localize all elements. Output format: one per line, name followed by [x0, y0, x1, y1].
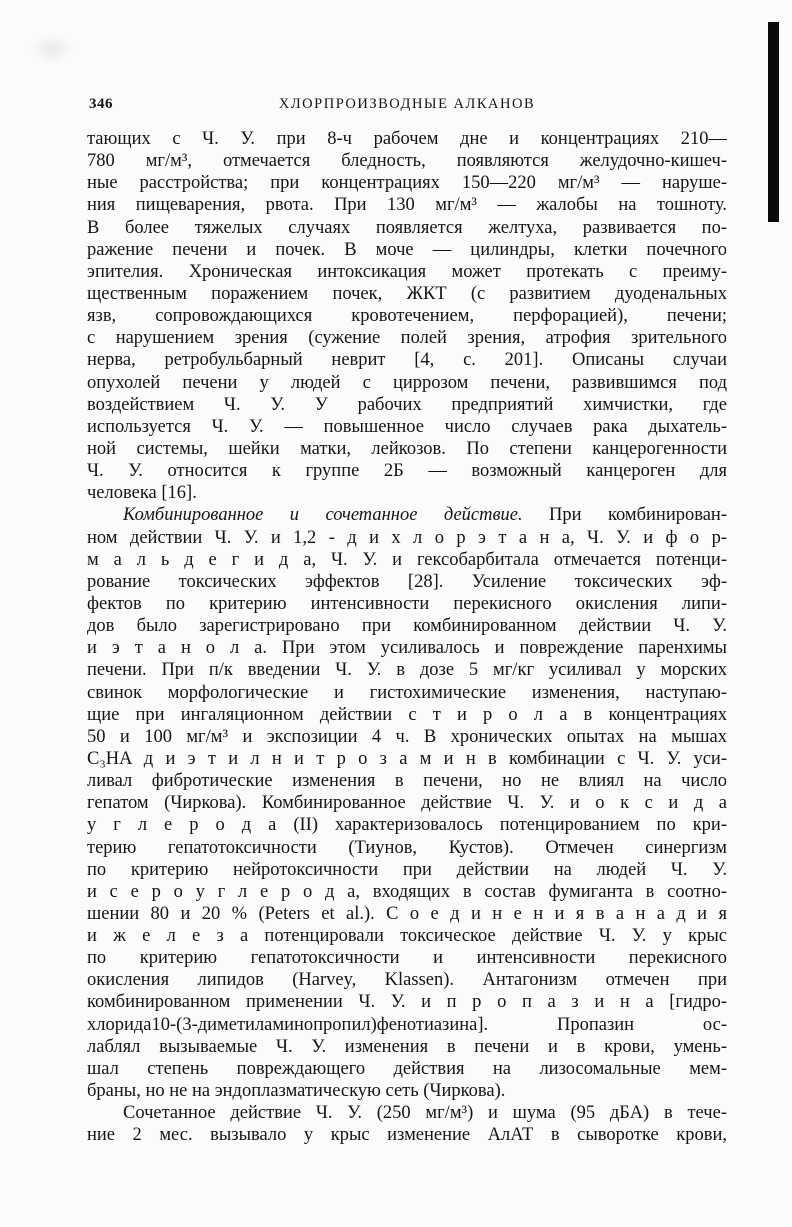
line-text: фектов по критерию интенсивности перекисного окисления липи-	[87, 593, 727, 614]
text-line	[87, 925, 727, 947]
line-text: нерва, ретробульбарный неврит [4, с. 201]. Описаны случаи	[87, 350, 727, 371]
text-line	[87, 438, 727, 460]
text-line	[87, 217, 727, 239]
text-line	[87, 239, 727, 261]
text-line	[87, 194, 727, 216]
text-line	[87, 969, 727, 991]
line-text: человека [16].	[87, 483, 197, 504]
line-text: рование токсических эффектов [28]. Усиление токсических эф-	[87, 571, 727, 592]
text-line	[87, 128, 727, 150]
text-line	[87, 659, 727, 681]
page-edge-bar	[768, 22, 779, 222]
text-line	[87, 349, 727, 371]
text-line	[87, 150, 727, 172]
line-text: C₃HA д и э т и л н и т р о з а м и н в комбинации с Ч. У. уси-	[87, 748, 727, 769]
line-text: ной системы, шейки матки, лейкозов. По степени канцерогенности	[87, 438, 727, 459]
line-text: Ч. У. относится к группе 2Б — возможный канцероген для	[87, 461, 727, 482]
line-text: воздействием Ч. У. У рабочих предприятий химчистки, где	[87, 394, 727, 415]
page-number: 346	[89, 96, 113, 112]
body-text	[87, 128, 727, 1146]
text-line	[87, 327, 727, 349]
text-line	[87, 172, 727, 194]
line-text: терию гепатотоксичности (Тиунов, Кустов). Отмечен синергизм	[87, 837, 727, 858]
text-line	[87, 947, 727, 969]
text-line	[87, 372, 727, 394]
line-text: В более тяжелых случаях появляется желтуха, развивается по-	[87, 217, 727, 238]
line-text: Сочетанное действие Ч. У. (250 мг/м³) и шума (95 дБА) в тече-	[123, 1103, 727, 1124]
text-line	[87, 991, 727, 1013]
text-line	[87, 593, 727, 615]
line-text: м а л ь д е г и д а, Ч. У. и гексобарбитала отмечается потенци-	[87, 549, 727, 570]
line-text: по критерию нейротоксичности при действии на людей Ч. У.	[87, 859, 727, 880]
line-text: опухолей печени у людей с циррозом печени, развившимся под	[87, 372, 727, 393]
line-text: и э т а н о л а. При этом усиливалось и повреждение паренхимы	[87, 638, 727, 659]
text-line	[87, 682, 727, 704]
line-text: ния пищеварения, рвота. При 130 мг/м³ — жалобы на тошноту.	[87, 195, 727, 216]
text-line	[87, 460, 727, 482]
text-line	[87, 305, 727, 327]
line-text: гепатом (Чиркова). Комбинированное действие Ч. У. и о к с и д а	[87, 793, 727, 814]
running-head	[87, 92, 727, 116]
text-line	[87, 859, 727, 881]
line-text: и ж е л е з а потенцировали токсическое действие Ч. У. у крыс	[87, 926, 727, 947]
line-text: хлорида10-(3-диметиламинопропил)фенотиазина]. Пропазин ос-	[87, 1014, 727, 1035]
section-heading: Комбинированное и сочетанное действие.	[123, 505, 523, 526]
text-line	[87, 1080, 727, 1102]
text-line	[87, 726, 727, 748]
text-line	[87, 1102, 727, 1124]
line-text: комбинированном применении Ч. У. и п р о п а з и н а [гидро-	[87, 992, 727, 1013]
running-title: ХЛОРПРОИЗВОДНЫЕ АЛКАНОВ	[278, 96, 536, 112]
line-text: шении 80 и 20 % (Peters et al.). С о е д и н е н и я в а н а д и я	[87, 903, 727, 924]
line-text: с нарушением зрения (сужение полей зрения, атрофия зрительного	[87, 328, 727, 349]
line-text: печени. При п/к введении Ч. У. в дозе 5 мг/кг усиливал у морских	[87, 660, 727, 681]
text-line	[87, 504, 727, 526]
line-text: 50 и 100 мг/м³ и экспозиции 4 ч. В хронических опытах на мышах	[87, 726, 727, 747]
line-text: свинок морфологические и гистохимические изменения, наступаю-	[87, 682, 727, 703]
line-text: шал степень повреждающего действия на лизосомальные мем-	[87, 1058, 727, 1079]
text-line	[87, 1058, 727, 1080]
line-text: щие при ингаляционном действии с т и р о л а в концентрациях	[87, 704, 727, 725]
text-line	[87, 261, 727, 283]
line-text: окисления липидов (Harvey, Klassen). Антагонизм отмечен при	[87, 970, 727, 991]
line-text: ливал фибротические изменения в печени, но не влиял на число	[87, 771, 727, 792]
text-line	[87, 416, 727, 438]
line-text: ные расстройства; при концентрациях 150—220 мг/м³ — наруше-	[87, 173, 727, 194]
text-line	[87, 527, 727, 549]
text-line	[87, 837, 727, 859]
line-text: щественным поражением почек, ЖКТ (с развитием дуоденальных	[87, 283, 727, 304]
text-line	[87, 704, 727, 726]
text-line	[87, 549, 727, 571]
text-line	[87, 1036, 727, 1058]
text-line	[87, 394, 727, 416]
text-line	[87, 1124, 727, 1146]
line-text: ном действии Ч. У. и 1,2 - д и х л о р э т а н а, Ч. У. и ф о р-	[87, 527, 727, 548]
text-line	[87, 814, 727, 836]
line-text: лаблял вызываемые Ч. У. изменения в печени и в крови, умень-	[87, 1036, 727, 1057]
line-text: 780 мг/м³, отмечается бледность, появляются желудочно-кишеч-	[87, 151, 727, 172]
line-text: тающих с Ч. У. при 8-ч рабочем дне и концентрациях 210—	[87, 129, 727, 149]
text-line	[87, 615, 727, 637]
text-line	[87, 283, 727, 305]
line-text: ражение печени и почек. В моче — цилиндры, клетки почечного	[87, 239, 727, 260]
line-text: по критерию гепатотоксичности и интенсивности перекисного	[87, 948, 727, 969]
line-text: и с е р о у г л е р о д а, входящих в состав фумиганта в соотно-	[87, 881, 727, 902]
text-line	[87, 637, 727, 659]
text-line	[87, 881, 727, 903]
line-text: у г л е р о д а (II) характеризовалось потенцированием по кри-	[87, 815, 727, 836]
text-line	[87, 571, 727, 593]
text-line	[87, 903, 727, 925]
line-text: браны, но не на эндоплазматическую сеть (Чиркова).	[87, 1081, 506, 1102]
text-line	[87, 770, 727, 792]
line-text: эпителия. Хроническая интоксикация может протекать с преиму-	[87, 261, 727, 282]
scan-smudge	[30, 34, 74, 64]
line-text: дов было зарегистрировано при комбинированном действии Ч. У.	[87, 616, 727, 637]
line-text: язв, сопровождающихся кровотечением, перфорацией), печени;	[87, 306, 727, 327]
line-text: используется Ч. У. — повышенное число случаев рака дыхатель-	[87, 416, 727, 437]
text-line	[87, 748, 727, 770]
text-line	[87, 482, 727, 504]
line-text: ние 2 мес. вызывало у крыс изменение АлАТ в сыворотке крови,	[87, 1125, 727, 1146]
text-line	[87, 1014, 727, 1036]
text-line	[87, 792, 727, 814]
line-text: При комбинирован-	[522, 505, 727, 526]
